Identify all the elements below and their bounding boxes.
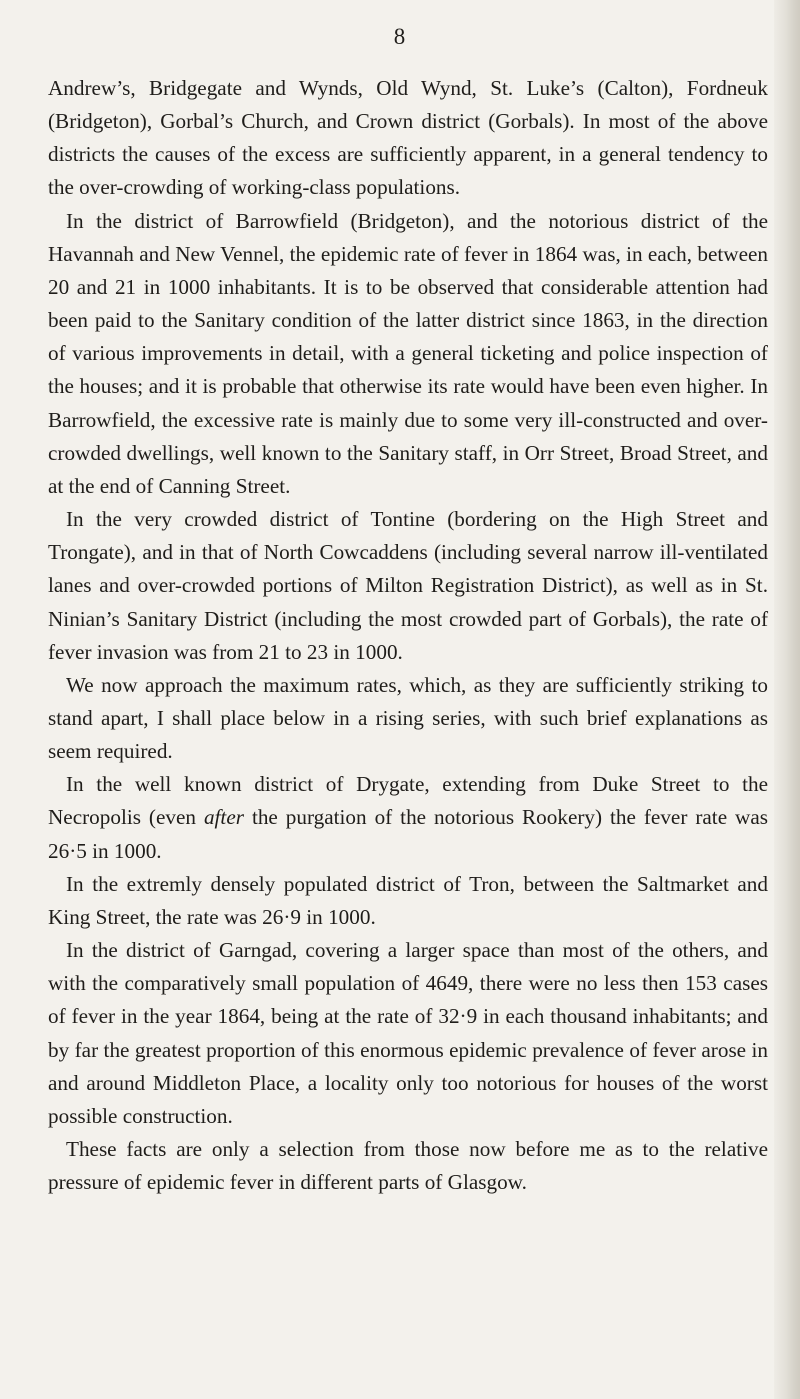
- paragraph-tron: In the extremly densely populated district of Tron, between the Saltmarket and King Street, the rate was 26·9 in 1000.: [48, 871, 768, 929]
- paragraph-conclusion: These facts are only a selection from those now before me as to the relative pressure of epidemic fever in different parts of Glasgow.: [48, 1137, 768, 1195]
- paragraph-maximum-rates: We now approach the maximum rates, which, as they are sufficiently striking to stand apart, I shall place below in a rising series, with such brief explanations as seem required.: [48, 672, 768, 764]
- page-number: 8: [393, 24, 407, 49]
- paragraph-drygate: [48, 768, 768, 867]
- drygate-text-start: In the well known district of Drygate, extending from Duke Street to the Necropolis (even: [48, 772, 768, 830]
- paragraph-tontine: In the very crowded district of Tontine (bordering on the High Street and Trongate), and in that of North Cowcaddens (including several narrow ill-ventilated lanes and over-crowded portions of Milton Registration District), as well as in St. Ninian’s Sanitary District (including the most crowded part of Gorbals), the rate of fever invasion was from 21 to 23 in 1000.: [48, 507, 768, 664]
- page-edge-shadow: [774, 0, 800, 1399]
- drygate-text-end: the purgation of the notorious Rookery) the fever rate was 26·5 in 1000.: [48, 805, 769, 863]
- drygate-italic-after: after: [203, 805, 244, 830]
- body-text: [48, 72, 768, 1199]
- paragraph-barrowfield: In the district of Barrowfield (Bridgeton), and the notorious district of the Havannah and New Vennel, the epidemic rate of fever in 1864 was, in each, between 20 and 21 in 1000 inhabitants. It is to be observed that considerable attention had been paid to the Sanitary condition of the latter district since 1863, in the direction of various improvements in detail, with a general ticketing and police inspection of the houses; and it is probable that otherwise its rate would have been even higher. In Barrowfield, the excessive rate is mainly due to some very ill-constructed and over-crowded dwellings, well known to the Sanitary staff, in Orr Street, Broad Street, and at the end of Canning Street.: [48, 208, 768, 498]
- paragraph-garngad: In the district of Garngad, covering a larger space than most of the others, and with the comparatively small population of 4649, there were no less then 153 cases of fever in the year 1864, being at the rate of 32·9 in each thousand inhabitants; and by far the greatest proportion of this enormous epidemic prevalence of fever arose in and around Middleton Place, a locality only too notorious for houses of the worst possible construction.: [48, 938, 768, 1128]
- paragraph-continued: Andrew’s, Bridgegate and Wynds, Old Wynd, St. Luke’s (Calton), Fordneuk (Bridgeton), Gorbal’s Church, and Crown district (Gorbals). In most of the above districts the causes of the excess are sufficiently apparent, in a general tendency to the over-crowding of working-class populations.: [48, 76, 768, 200]
